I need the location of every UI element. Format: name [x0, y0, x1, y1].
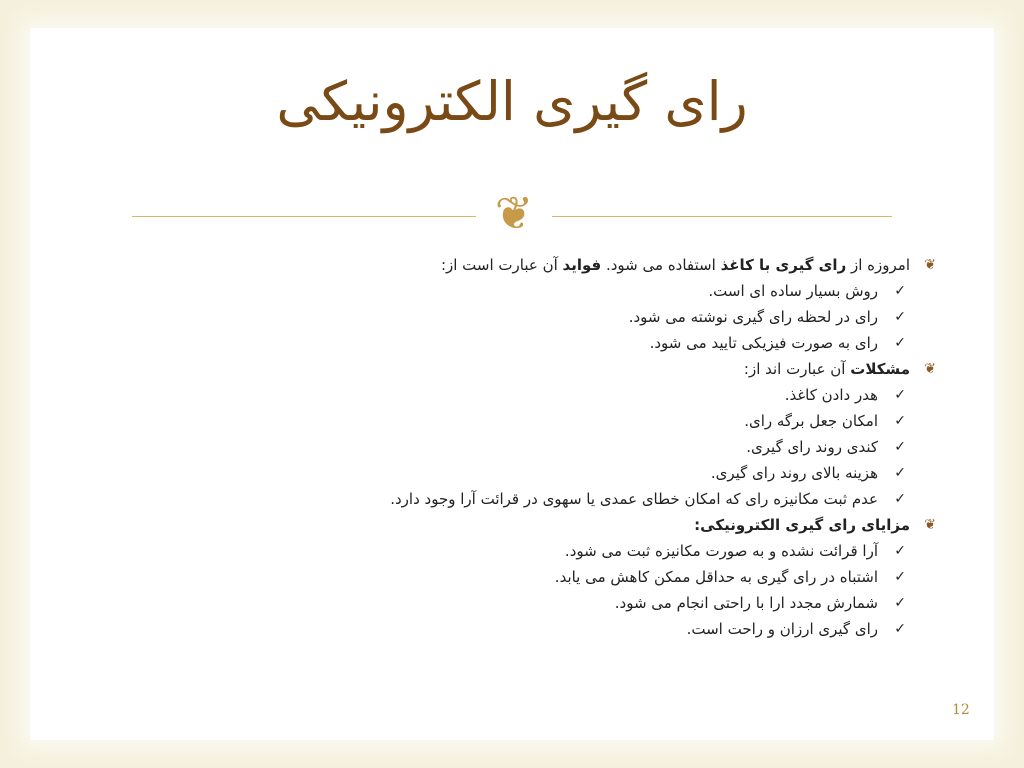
ornament-icon: ❦	[476, 188, 552, 238]
list-item	[316, 278, 936, 304]
list-item	[316, 304, 936, 330]
checkmark-icon: ✓	[894, 491, 906, 507]
list-item-text: رای در لحظه رای گیری نوشته می شود.	[628, 308, 878, 326]
checkmark-icon: ✓	[894, 309, 906, 325]
checkmark-icon: ✓	[894, 465, 906, 481]
list-item-text: رای به صورت فیزیکی تایید می شود.	[649, 334, 878, 352]
checkmark-icon: ✓	[894, 335, 906, 351]
list-item	[316, 330, 936, 356]
list-item	[316, 564, 936, 590]
list-item-text: آرا قرائت نشده و به صورت مکانیزه ثبت می شود.	[564, 542, 878, 560]
list-item	[316, 590, 936, 616]
section-heading	[316, 252, 936, 278]
checkmark-icon: ✓	[894, 387, 906, 403]
bullet-icon: ❦	[924, 361, 936, 377]
section-text: مشکلات	[850, 360, 910, 378]
section-text: آن عبارت اند از:	[743, 360, 851, 378]
section-text: مزایای رای گیری الکترونیکی:	[694, 516, 910, 534]
list-item-text: امکان جعل برگه رای.	[744, 412, 878, 430]
checkmark-icon: ✓	[894, 413, 906, 429]
checkmark-icon: ✓	[894, 595, 906, 611]
list-item-text: کندی روند رای گیری.	[746, 438, 878, 456]
bullet-icon: ❦	[924, 257, 936, 273]
list-item-text: رای گیری ارزان و راحت است.	[686, 620, 878, 638]
list-item-text: هزینه بالای روند رای گیری.	[710, 464, 878, 482]
list-item-text: هدر دادن کاغذ.	[784, 386, 878, 404]
list-item-text: اشتباه در رای گیری به حداقل ممکن کاهش می یابد.	[554, 568, 878, 586]
list-item	[316, 538, 936, 564]
section-text: امروزه از	[846, 256, 910, 274]
list-item-text: عدم ثبت مکانیزه رای که امکان خطای عمدی یا سهوی در قرائت آرا وجود دارد.	[390, 490, 878, 508]
list-item	[316, 408, 936, 434]
checkmark-icon: ✓	[894, 569, 906, 585]
bullet-icon: ❦	[924, 517, 936, 533]
list-item-text: شمارش مجدد ارا با راحتی انجام می شود.	[614, 594, 878, 612]
checkmark-icon: ✓	[894, 621, 906, 637]
page-number: 12	[952, 702, 970, 718]
section-text: استفاده می شود.	[601, 256, 721, 274]
checkmark-icon: ✓	[894, 283, 906, 299]
checkmark-icon: ✓	[894, 543, 906, 559]
section-heading	[316, 356, 936, 382]
slide-content	[316, 252, 936, 642]
list-item	[316, 382, 936, 408]
section-heading	[316, 512, 936, 538]
list-item-text: روش بسیار ساده ای است.	[708, 282, 878, 300]
list-item	[316, 460, 936, 486]
list-item	[316, 486, 936, 512]
list-item	[316, 616, 936, 642]
list-item	[316, 434, 936, 460]
slide-title: رای گیری الکترونیکی	[276, 70, 748, 133]
section-text: فواید	[562, 256, 602, 274]
checkmark-icon: ✓	[894, 439, 906, 455]
section-text: رای گیری با کاغذ	[720, 256, 847, 274]
section-text: آن عبارت است از:	[440, 256, 563, 274]
